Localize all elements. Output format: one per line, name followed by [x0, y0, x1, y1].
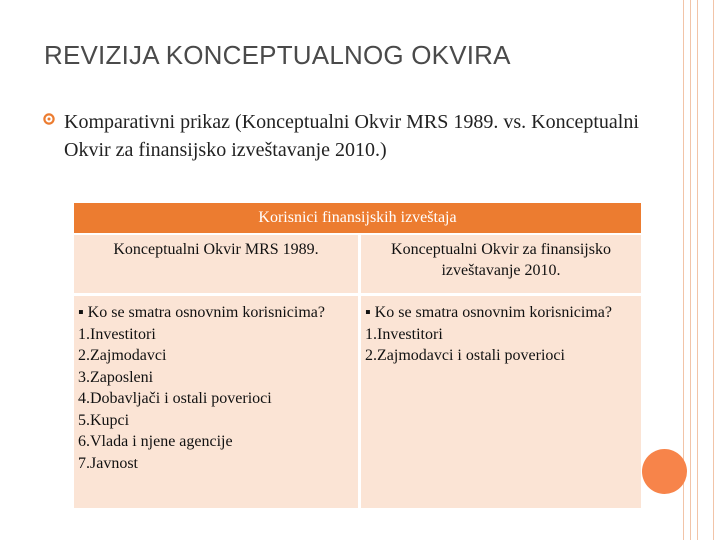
right-column-header: Konceptualni Okvir za finansijsko izveštavanje 2010.	[361, 233, 641, 293]
left-list-item: 4.Dobavljači i ostali poverioci	[78, 390, 272, 407]
right-column-body	[361, 293, 641, 508]
left-list-question: ▪ Ko se smatra osnovnim korisnicima?	[78, 304, 325, 321]
decorative-line-3	[697, 0, 698, 540]
table-header: Korisnici finansijskih izveštaja	[74, 203, 641, 233]
left-column-header: Konceptualni Okvir MRS 1989.	[74, 233, 361, 293]
comparison-table	[74, 203, 641, 508]
sun-bullet-icon	[43, 113, 55, 125]
left-column-body	[74, 293, 361, 508]
right-list-item: 1.Investitori	[365, 325, 443, 343]
bullet-text: Komparativni prikaz (Konceptualni Okvir MRS 1989. vs. Konceptualni Okvir za finansijsko izveštavanje 2010.)	[64, 111, 639, 161]
left-list-item: 1.Investitori	[78, 325, 156, 343]
left-list-item: 2.Zajmodavci	[78, 347, 167, 364]
bullet-point	[43, 108, 643, 164]
decorative-line-4	[713, 0, 714, 540]
left-list-item: 7.Javnost	[78, 454, 138, 472]
right-list-item: 2.Zajmodavci i ostali poverioci	[365, 347, 565, 364]
decorative-orange-circle	[642, 449, 687, 494]
left-list-item: 3.Zaposleni	[78, 368, 154, 386]
slide-title: REVIZIJA KONCEPTUALNOG OKVIRA	[44, 40, 511, 70]
decorative-line-2	[690, 0, 691, 540]
left-list-item: 5.Kupci	[78, 411, 130, 429]
right-list-question: ▪ Ko se smatra osnovnim korisnicima?	[365, 304, 612, 321]
left-list-item: 6.Vlada i njene agencije	[78, 433, 233, 450]
